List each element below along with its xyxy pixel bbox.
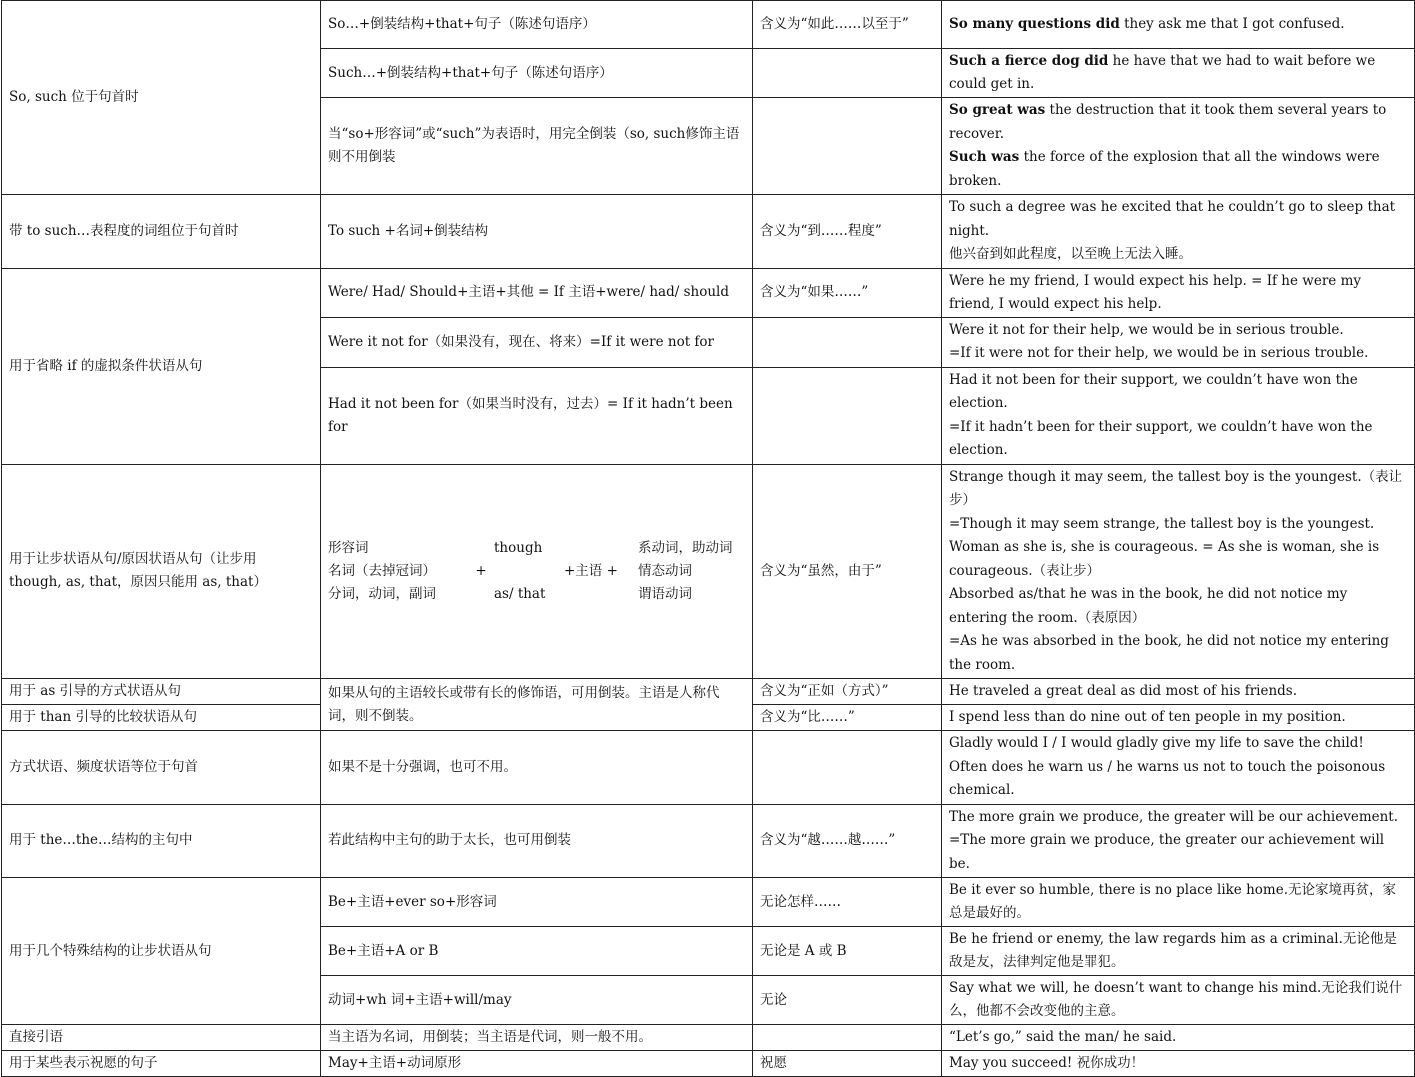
example-bold: So many questions did [949, 16, 1120, 32]
meaning-cell: 无论怎样…… [753, 878, 942, 927]
usage-cell: 用于省略 if 的虚拟条件状语从句 [2, 268, 321, 464]
example-cell: May you succeed! 祝你成功！ [942, 1051, 1415, 1077]
grid-participle: 分词，动词，副词 [328, 585, 436, 602]
table-row [2, 804, 1415, 878]
example-cell [942, 98, 1415, 195]
example-text: Had it not been for their support, we couldn’t have won the election. [949, 371, 1358, 411]
meaning-cell: 含义为“越……越……” [753, 804, 942, 878]
structure-cell: Be+主语+A or B [321, 927, 753, 976]
table-row [2, 268, 1415, 317]
meaning-cell [753, 1025, 942, 1051]
example-cell [942, 49, 1415, 98]
example-cell: He traveled a great deal as did most of his friends. [942, 679, 1415, 705]
table-row [2, 1051, 1415, 1077]
grid-linking-verb: 系动词，助动词 [638, 539, 733, 556]
grid-plus: + [475, 562, 487, 579]
grid-adjective: 形容词 [328, 539, 369, 556]
table-row [2, 679, 1415, 705]
example-text: Were it not for their help, we would be in serious trouble. [949, 321, 1344, 338]
example-text: Strange though it may seem, the tallest boy is the youngest.（表让步） [949, 468, 1403, 508]
example-text: =If it hadn’t been for their support, we couldn’t have won the election. [949, 418, 1373, 458]
table-row [2, 1, 1415, 49]
structure-cell: So…+倒装结构+that+句子（陈述句语序） [321, 1, 753, 49]
table-row [2, 1025, 1415, 1051]
example-cell: Were he my friend, I would expect his help. = If he were my friend, I would expect his help. [942, 268, 1415, 317]
structure-cell: Were/ Had/ Should+主语+其他 = If 主语+were/ had/ should [321, 268, 753, 317]
grid-subject: +主语 + [564, 562, 618, 579]
table-row [2, 195, 1415, 269]
meaning-cell [753, 49, 942, 98]
example-cell: Be he friend or enemy, the law regards him as a criminal.无论他是敌是友，法律判定他是罪犯。 [942, 927, 1415, 976]
example-bold: Such a fierce dog did [949, 53, 1109, 69]
example-translation: 他兴奋到如此程度，以至晚上无法入睡。 [949, 246, 1192, 262]
usage-cell: 用于 as 引导的方式状语从句 [2, 679, 321, 705]
usage-cell: 用于 the…the…结构的主句中 [2, 804, 321, 878]
example-text: the force of the explosion that all the windows were broken. [949, 149, 1380, 189]
usage-cell: 直接引语 [2, 1025, 321, 1051]
structure-cell: Were it not for（如果没有，现在、将来）=If it were not for [321, 317, 753, 367]
structure-cell: 若此结构中主句的助于太长，也可用倒装 [321, 804, 753, 878]
example-text: =If it were not for their help, we would be in serious trouble. [949, 345, 1369, 361]
example-cell [942, 317, 1415, 367]
usage-cell: 用于 than 引导的比较状语从句 [2, 705, 321, 731]
structure-cell: 动词+wh 词+主语+will/may [321, 976, 753, 1025]
example-cell [942, 195, 1415, 269]
meaning-cell: 含义为“比……” [753, 705, 942, 731]
grid-though: though [494, 539, 543, 556]
usage-cell: 带 to such…表程度的词组位于句首时 [2, 195, 321, 269]
usage-cell: 方式状语、频度状语等位于句首 [2, 731, 321, 805]
usage-cell: 用于某些表示祝愿的句子 [2, 1051, 321, 1077]
structure-cell: 当主语为名词，用倒装；当主语是代词，则一般不用。 [321, 1025, 753, 1051]
meaning-cell [753, 317, 942, 367]
example-cell: Say what we will, he doesn’t want to change his mind.无论我们说什么，他都不会改变他的主意。 [942, 976, 1415, 1025]
structure-cell: 如果从句的主语较长或带有长的修饰语，可用倒装。主语是人称代词，则不倒装。 [321, 679, 753, 731]
example-text: =The more grain we produce, the greater our achievement will be. [949, 832, 1385, 872]
meaning-cell: 含义为“如此……以至于” [753, 1, 942, 49]
example-cell [942, 1, 1415, 49]
structure-cell [321, 464, 753, 679]
example-text: =As he was absorbed in the book, he did not notice my entering the room. [949, 633, 1389, 673]
structure-cell: May+主语+动词原形 [321, 1051, 753, 1077]
meaning-cell [753, 367, 942, 464]
example-cell: “Let’s go,” said the man/ he said. [942, 1025, 1415, 1051]
grid-noun: 名词（去掉冠词） [328, 562, 436, 579]
example-text: Gladly would I / I would gladly give my life to save the child! [949, 735, 1364, 751]
table-row [2, 731, 1415, 805]
meaning-cell [753, 98, 942, 195]
example-text: To such a degree was he excited that he couldn’t go to sleep that night. [949, 199, 1396, 239]
example-cell [942, 731, 1415, 805]
structure-cell: Such…+倒装结构+that+句子（陈述句语序） [321, 49, 753, 98]
meaning-cell: 无论 [753, 976, 942, 1025]
example-cell [942, 804, 1415, 878]
meaning-cell [753, 731, 942, 805]
table-row [2, 878, 1415, 927]
example-cell [942, 367, 1415, 464]
usage-cell: 用于几个特殊结构的让步状语从句 [2, 878, 321, 1025]
structure-cell: Had it not been for（如果当时没有，过去）= If it hadn’t been for [321, 367, 753, 464]
structure-cell: To such +名词+倒装结构 [321, 195, 753, 269]
example-cell: Be it ever so humble, there is no place like home.无论家境再贫，家总是最好的。 [942, 878, 1415, 927]
structure-grid [328, 537, 745, 606]
example-text: they ask me that I got confused. [1119, 16, 1345, 32]
example-text: Often does he warn us / he warns us not to touch the poisonous chemical. [949, 758, 1386, 798]
meaning-cell: 含义为“正如（方式）” [753, 679, 942, 705]
example-cell [942, 464, 1415, 679]
usage-cell: So, such 位于句首时 [2, 1, 321, 195]
grammar-table [1, 0, 1415, 1077]
example-text: Absorbed as/that he was in the book, he did not notice my entering the room.（表原因） [949, 586, 1348, 626]
structure-cell: 当“so+形容词”或“such”为表语时，用完全倒装（so, such修饰主语则不用倒装 [321, 98, 753, 195]
example-text: The more grain we produce, the greater will be our achievement. [949, 808, 1399, 825]
structure-cell: Be+主语+ever so+形容词 [321, 878, 753, 927]
example-bold: So great was [949, 102, 1046, 118]
meaning-cell: 含义为“虽然，由于” [753, 464, 942, 679]
example-cell: I spend less than do nine out of ten people in my position. [942, 705, 1415, 731]
grid-as-that: as/ that [494, 585, 546, 602]
meaning-cell: 祝愿 [753, 1051, 942, 1077]
example-text: Woman as she is, she is courageous. = As she is woman, she is courageous.（表让步） [949, 539, 1380, 579]
example-bold: Such was [949, 149, 1020, 165]
meaning-cell: 无论是 A 或 B [753, 927, 942, 976]
example-text: =Though it may seem strange, the tallest boy is the youngest. [949, 515, 1375, 532]
table-row [2, 464, 1415, 679]
structure-cell: 如果不是十分强调，也可不用。 [321, 731, 753, 805]
meaning-cell: 含义为“到……程度” [753, 195, 942, 269]
grid-predicate-verb: 谓语动词 [638, 585, 692, 602]
grid-modal-verb: 情态动词 [638, 562, 692, 579]
meaning-cell: 含义为“如果……” [753, 268, 942, 317]
example-text: he have that we had to wait before we could get in. [949, 53, 1376, 92]
usage-cell: 用于让步状语从句/原因状语从句（让步用 though, as, that，原因只能用 as, that） [2, 464, 321, 679]
example-text: the destruction that it took them several years to recover. [949, 102, 1387, 142]
